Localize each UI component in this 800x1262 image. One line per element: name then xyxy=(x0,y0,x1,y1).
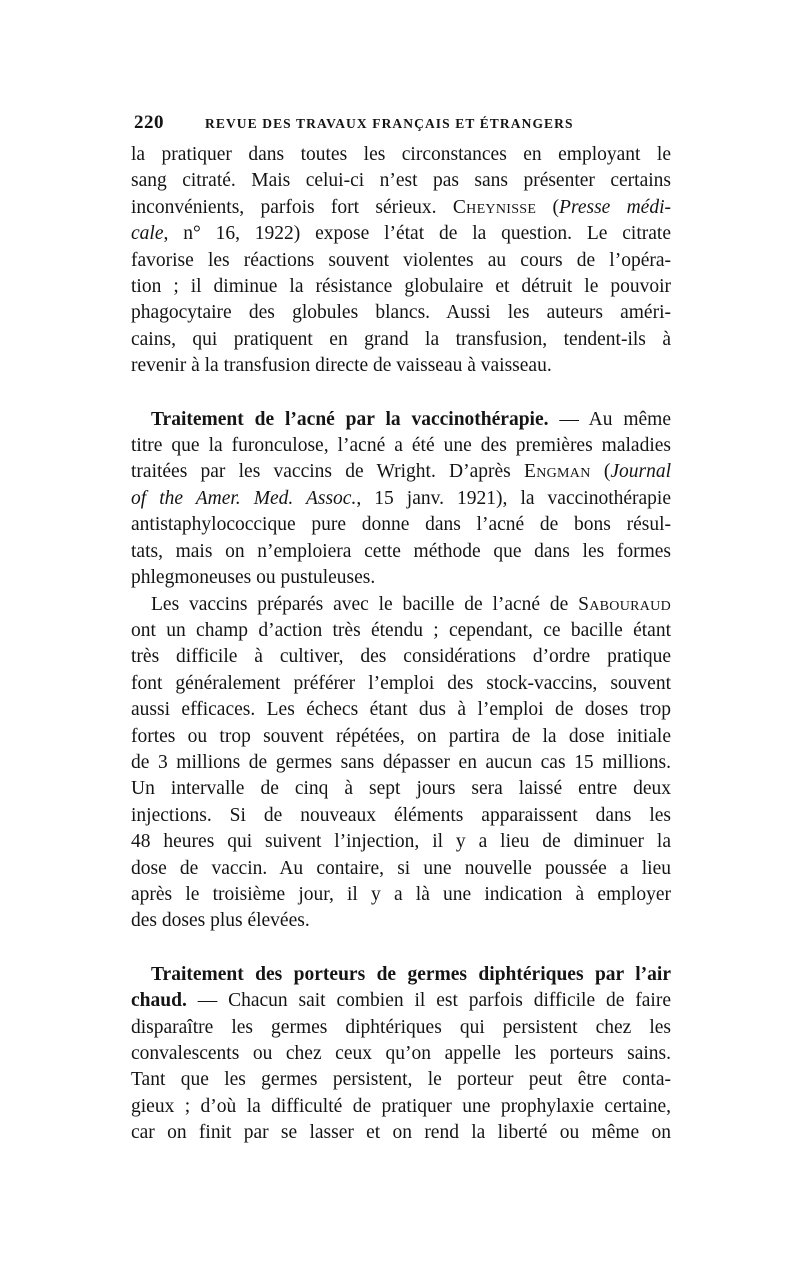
text-line: revenir à la transfusion directe de vaisseau à vaisseau. xyxy=(131,355,552,377)
text-line: favorise les réactions souvent violentes au cours de l’opéra- xyxy=(131,249,671,271)
text-line: injections. Si de nouveaux éléments apparaissent dans les xyxy=(131,804,671,826)
text-line: la pratiquer dans toutes les circonstances en employant le xyxy=(131,144,671,165)
text-line: gieux ; d’où la difficulté de pratiquer une prophylaxie certaine, xyxy=(131,1095,671,1117)
text-line: aussi efficaces. Les échecs étant dus à l’emploi de doses trop xyxy=(131,699,671,721)
journal-title: Journal xyxy=(610,461,672,483)
running-header xyxy=(131,112,671,138)
text-line: Un intervalle de cinq à sept jours sera laissé entre deux xyxy=(131,778,671,800)
text-line: dose de vaccin. Au contaire, si une nouvelle poussée a lieu xyxy=(131,857,671,879)
text-line: sang citraté. Mais celui-ci n’est pas sans présenter certains xyxy=(131,170,671,192)
text-line: tion ; il diminue la résistance globulaire et détruit le pouvoir xyxy=(131,276,671,298)
journal-title: Presse médi- xyxy=(559,196,672,218)
text-line: fortes ou trop souvent répétées, on partira de la dose initiale xyxy=(131,725,671,747)
section-acne xyxy=(131,407,671,433)
text-line: cains, qui pratiquent en grand la transfusion, tendent-ils à xyxy=(131,328,671,350)
text-line: inconvénients, parfois fort sérieux. Cheynisse (Presse médi- xyxy=(131,196,672,218)
text-line: car on finit par se lasser et on rend la liberté ou même on xyxy=(131,1122,671,1144)
section-acne-body xyxy=(131,433,671,591)
text-line: antistaphylococcique pure donne dans l’acné de bons résul- xyxy=(131,514,671,536)
section-heading: chaud. xyxy=(131,990,187,1012)
text-line: phagocytaire des globules blancs. Aussi les auteurs améri- xyxy=(131,302,671,324)
section-porteurs xyxy=(131,962,671,1147)
text-line: après le troisième jour, il y a là une indication à employer xyxy=(131,883,671,905)
section-heading: Traitement de l’acné par la vaccinothérapie. xyxy=(151,408,549,430)
text-line: chaud. — Chacun sait combien il est parfois difficile de faire xyxy=(131,990,671,1012)
author-name: Cheynisse xyxy=(452,196,537,218)
paragraph-vaccins xyxy=(131,592,671,935)
journal-title: cale xyxy=(131,223,164,245)
section-gap xyxy=(131,380,671,407)
text-line: convalescents ou chez ceux qu’on appelle les porteurs sains. xyxy=(131,1043,671,1064)
text-line: traitées par les vaccins de Wright. D’après Engman (Journal xyxy=(131,461,672,483)
text-line: Traitement de l’acné par la vaccinothérapie. — Au même xyxy=(151,408,671,430)
text-line: disparaître les germes diphtériques qui persistent chez les xyxy=(131,1016,671,1038)
text-line: ont un champ d’action très étendu ; cependant, ce bacille étant xyxy=(131,619,671,641)
author-name: Sabouraud xyxy=(578,593,671,615)
section-gap xyxy=(131,935,671,962)
section-heading: Traitement des porteurs de germes diphtériques par l’air xyxy=(151,963,671,985)
text-line: Les vaccins préparés avec le bacille de l’acné de Sabouraud xyxy=(151,593,671,615)
text-line: de 3 millions de germes sans dépasser en aucun cas 15 millions. xyxy=(131,751,671,773)
journal-title: of the Amer. Med. Assoc. xyxy=(131,487,357,509)
text-line: titre que la furonculose, l’acné a été une des premières maladies xyxy=(131,435,671,457)
text-line: très difficile à cultiver, des considérations d’ordre pratique xyxy=(131,646,671,668)
text-line: des doses plus élevées. xyxy=(131,910,310,932)
book-page xyxy=(131,112,671,1147)
text-line: font généralement préférer l’emploi des stock-vaccins, souvent xyxy=(131,672,671,694)
text-line: of the Amer. Med. Assoc., 15 janv. 1921), la vaccinothérapie xyxy=(131,487,671,509)
author-name: Engman xyxy=(524,461,591,483)
page-number: 220 xyxy=(134,112,164,133)
text-line: tats, mais on n’emploiera cette méthode que dans les formes xyxy=(131,540,671,562)
running-title: REVUE DES TRAVAUX FRANÇAIS ET ÉTRANGERS xyxy=(205,116,574,131)
text-line: 48 heures qui suivent l’injection, il y a lieu de diminuer la xyxy=(131,831,671,853)
paragraph-transfusion xyxy=(131,142,671,380)
text-line: cale, n° 16, 1922) expose l’état de la question. Le citrate xyxy=(131,223,671,245)
text-line: Tant que les germes persistent, le porteur peut être conta- xyxy=(131,1069,671,1091)
text-line: phlegmoneuses ou pustuleuses. xyxy=(131,567,376,589)
